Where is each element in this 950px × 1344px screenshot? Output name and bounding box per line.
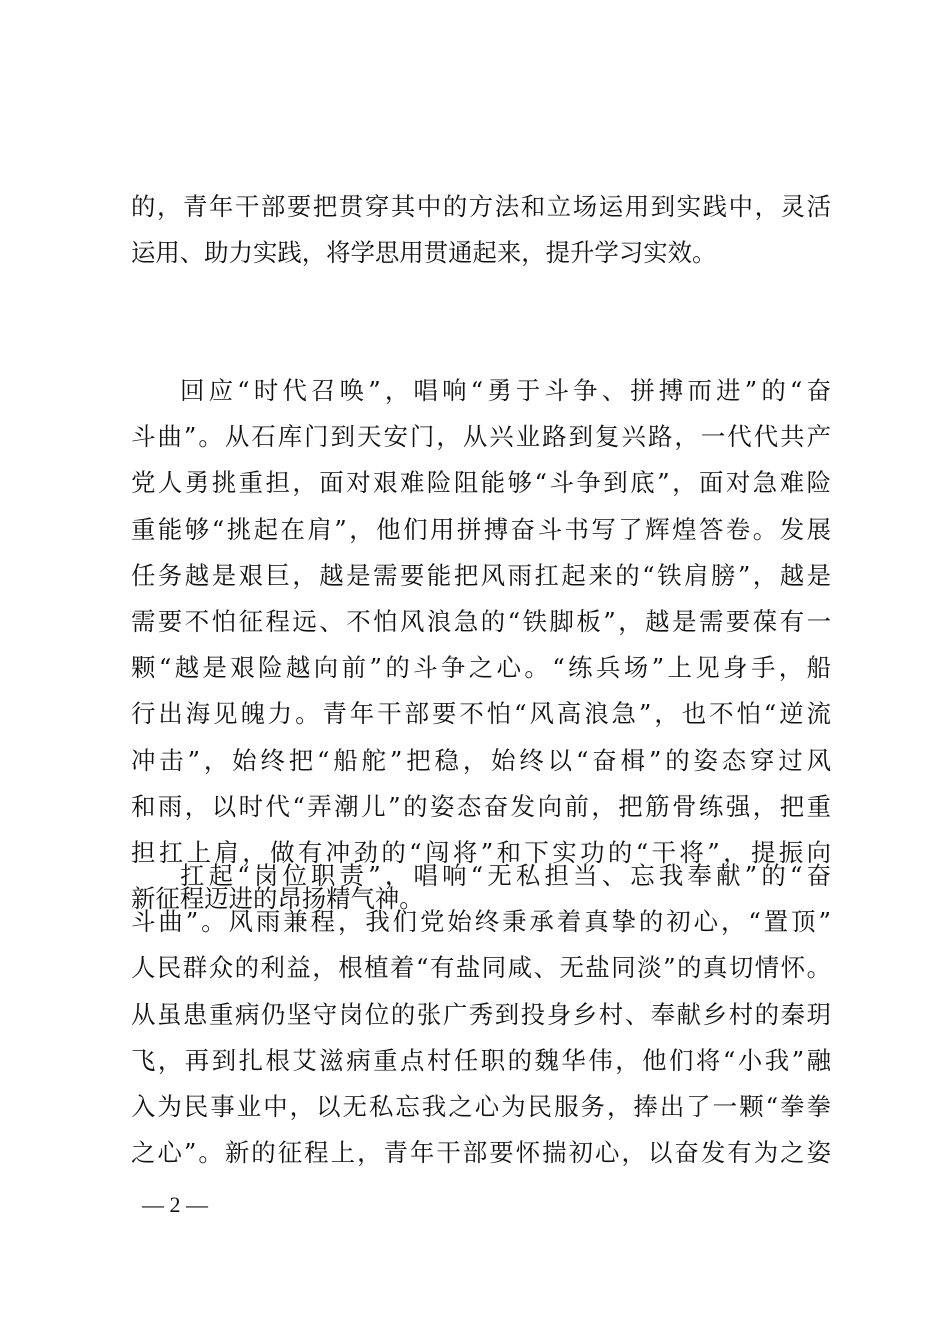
paragraph-line: 入为民事业中，以无私忘我之心为民服务，捧出了一颗“拳拳 [131,1092,831,1121]
paragraph-line: 重能够“挑起在肩”，他们用拼搏奋斗书写了辉煌答卷。发展 [131,514,831,544]
paragraph-line: 需要不怕征程远、不怕风浪急的“铁脚板”，越是需要葆有一 [131,607,831,636]
paragraph-line: 冲击”，始终把“船舵”把稳，始终以“奋楫”的姿态穿过风 [131,745,831,775]
paragraph-line: 新征程迈进的昂扬精气神。 [131,884,424,914]
paragraph-line: 行出海见魄力。青年干部要不怕“风高浪急”，也不怕“逆流 [131,699,831,729]
paragraph-line: 党人勇挑重担，面对艰难险阻能够“斗争到底”，面对急难险 [131,468,831,498]
paragraph-line: 斗曲”。风雨兼程，我们党始终秉承着真挚的初心，“置顶” [131,907,831,937]
paragraph-line: 人民群众的利益，根植着“有盐同咸、无盐同淡”的真切情怀。 [131,953,831,983]
paragraph-line: 和雨，以时代“弄潮儿”的姿态奋发向前，把筋骨练强，把重 [131,791,831,821]
paragraph-line: 飞，再到扎根艾滋病重点村任职的魏华伟，他们将“小我”融 [131,1045,831,1075]
paragraph-line: 之心”。新的征程上，青年干部要怀揣初心，以奋发有为之姿 [131,1138,831,1168]
paragraph-line: 的，青年干部要把贯穿其中的方法和立场运用到实践中，灵活 [131,192,831,221]
paragraph-line: 任务越是艰巨，越是需要能把风雨扛起来的“铁肩膀”，越是 [131,560,831,590]
paragraph-line: 运用、助力实践，将学思用贯通起来，提升学习实效。 [131,238,717,268]
paragraph-line: 扛起“岗位职责”，唱响“无私担当、忘我奉献”的“奋 [180,861,831,890]
paragraph-line: 颗“越是艰险越向前”的斗争之心。“练兵场”上见身手，船 [131,653,831,683]
paragraph-line: 担扛上肩，做有冲劲的“闯将”和下实功的“干将”，提振向 [131,838,831,867]
paragraph-line: 从虽患重病仍坚守岗位的张广秀到投身乡村、奉献乡村的秦玥 [131,999,831,1029]
paragraph-line: 斗曲”。从石库门到天安门，从兴业路到复兴路，一代代共产 [131,422,831,452]
paragraph-line: 回应“时代召唤”，唱响“勇于斗争、拼搏而进”的“奋 [180,376,831,405]
page-number: — 2 — [142,1192,208,1217]
